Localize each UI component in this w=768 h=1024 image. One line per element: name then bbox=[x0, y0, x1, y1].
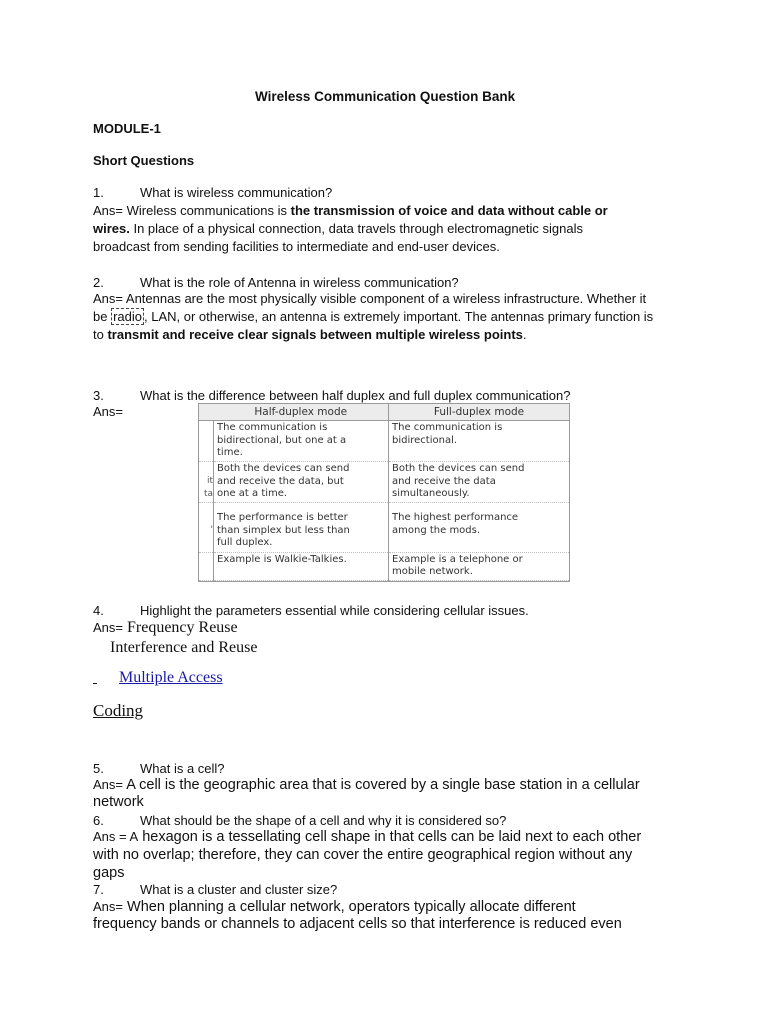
param-interference-reuse: Interference and Reuse bbox=[110, 639, 258, 656]
spacer-cell bbox=[199, 503, 214, 512]
cell-line: one at a time. bbox=[217, 488, 288, 500]
table-row bbox=[199, 511, 569, 552]
spacer-cell bbox=[214, 503, 389, 512]
question-text: What is wireless communication? bbox=[140, 185, 333, 200]
half-duplex-cell bbox=[214, 421, 389, 462]
cell-line: than simplex but less than bbox=[217, 524, 350, 536]
underline-spacer bbox=[93, 669, 119, 687]
question-7 bbox=[93, 881, 337, 899]
edge-fragment: ta bbox=[203, 488, 213, 499]
table-header-full-duplex: Full-duplex mode bbox=[389, 404, 570, 421]
cell-line: Example is a telephone or bbox=[392, 553, 523, 565]
ans-label: Ans= bbox=[93, 620, 123, 635]
cell-line: The communication is bbox=[217, 422, 328, 433]
question-text: What is a cluster and cluster size? bbox=[140, 882, 338, 897]
cell-line: and receive the data bbox=[392, 475, 496, 487]
answer-bold-text: transmit and receive clear signals between multiple wireless points bbox=[107, 327, 523, 342]
question-text: Highlight the parameters essential while considering cellular issues. bbox=[140, 603, 529, 618]
answer-bold-text: wires. bbox=[93, 221, 130, 236]
answer-text: When planning a cellular network, operators typically allocate different bbox=[123, 899, 576, 915]
half-duplex-cell bbox=[214, 462, 389, 503]
ans-label: Ans = A bbox=[93, 829, 139, 844]
answer-2-line-2 bbox=[93, 308, 653, 326]
cell-line: Both the devices can send bbox=[217, 463, 350, 475]
answer-5-line-1 bbox=[93, 776, 640, 794]
param-coding: Coding bbox=[93, 701, 144, 720]
ans-label: Ans= bbox=[93, 899, 123, 914]
answer-5-line-2: network bbox=[93, 794, 144, 810]
module-heading: MODULE-1 bbox=[93, 121, 161, 136]
multiple-access-link[interactable]: Multiple Access bbox=[119, 669, 223, 686]
table-edge-header bbox=[199, 404, 214, 421]
answer-7-line-2: frequency bands or channels to adjacent cells so that interference is reduced even bbox=[93, 916, 622, 932]
question-text: What is the difference between half duplex and full duplex communication? bbox=[140, 388, 571, 403]
question-number: 2. bbox=[93, 275, 104, 290]
answer-7-line-1 bbox=[93, 898, 576, 916]
cell-line: bidirectional. bbox=[392, 434, 458, 446]
cell-line: The highest performance bbox=[392, 512, 519, 524]
cell-line: Example is Walkie-Talkies. bbox=[217, 553, 347, 565]
section-heading: Short Questions bbox=[93, 153, 195, 168]
cell-line: bidirectional, but one at a bbox=[217, 434, 347, 446]
answer-2-line-1 bbox=[93, 290, 646, 308]
answer-text: In place of a physical connection, data travels through electromagnetic signals bbox=[129, 221, 583, 236]
table-edge-cell bbox=[199, 462, 214, 503]
question-number: 7. bbox=[93, 882, 104, 897]
ans-label: Ans= bbox=[93, 291, 123, 306]
answer-6-line-3: gaps bbox=[93, 865, 125, 881]
answer-text: A cell is the geographic area that is covered by a single base station in a cellular bbox=[123, 777, 640, 793]
table-edge-cell bbox=[199, 421, 214, 462]
cell-line: The performance is better bbox=[217, 512, 348, 524]
answer-3-label: Ans= bbox=[93, 404, 123, 419]
cell-line: The communication is bbox=[392, 422, 503, 433]
question-text: What should be the shape of a cell and why it is considered so? bbox=[140, 813, 507, 828]
table-row bbox=[199, 552, 569, 581]
cell-line: mobile network. bbox=[392, 566, 473, 577]
cell-line: Both the devices can send bbox=[392, 463, 525, 475]
question-number: 6. bbox=[93, 813, 104, 828]
question-4 bbox=[93, 602, 529, 620]
cell-line: time. bbox=[217, 447, 243, 458]
answer-1-line-2 bbox=[93, 220, 583, 238]
question-1 bbox=[93, 184, 332, 202]
edge-fragment: it bbox=[206, 476, 213, 487]
param-frequency-reuse: Frequency Reuse bbox=[127, 619, 238, 636]
answer-6-line-1 bbox=[93, 828, 641, 846]
table-row bbox=[199, 462, 569, 503]
question-text: What is the role of Antenna in wireless communication? bbox=[140, 275, 459, 290]
cell-line: and receive the data, but bbox=[217, 475, 344, 487]
answer-1-line-3: broadcast from sending facilities to intermediate and end-user devices. bbox=[93, 239, 500, 254]
cell-line: among the mods. bbox=[392, 524, 481, 536]
question-number: 3. bbox=[93, 388, 104, 403]
answer-1-line-1 bbox=[93, 202, 608, 220]
table-header-half-duplex: Half-duplex mode bbox=[214, 404, 389, 421]
answer-text: Wireless communications is bbox=[126, 203, 291, 218]
full-duplex-cell bbox=[389, 511, 570, 552]
cell-line: simultaneously. bbox=[392, 488, 470, 500]
answer-2-line-3 bbox=[93, 326, 527, 344]
table-edge-cell bbox=[199, 552, 214, 581]
question-number: 1. bbox=[93, 185, 104, 200]
answer-4-line-1 bbox=[93, 619, 238, 637]
param-multiple-access[interactable] bbox=[93, 669, 223, 687]
full-duplex-cell bbox=[389, 552, 570, 581]
answer-6-line-2: with no overlap; therefore, they can cover the entire geographical region without any bbox=[93, 847, 633, 863]
answer-text: . bbox=[522, 327, 527, 342]
half-duplex-cell bbox=[214, 511, 389, 552]
highlighted-word: radio bbox=[113, 309, 142, 324]
ans-label: Ans= bbox=[93, 203, 123, 218]
cell-line: full duplex. bbox=[217, 537, 273, 549]
answer-text: be bbox=[93, 309, 112, 324]
spacer-cell bbox=[389, 503, 570, 512]
question-number: 4. bbox=[93, 603, 104, 618]
question-number: 5. bbox=[93, 761, 104, 776]
answer-bold-text: the transmission of voice and data without cable or bbox=[290, 203, 608, 218]
table-edge-cell bbox=[199, 511, 214, 552]
full-duplex-cell bbox=[389, 421, 570, 462]
table-spacer-row bbox=[199, 503, 569, 512]
edge-fragment: ' bbox=[210, 525, 213, 536]
answer-text: , LAN, or otherwise, an antenna is extremely important. The antennas primary function is bbox=[144, 309, 654, 324]
half-duplex-cell bbox=[214, 552, 389, 581]
document-title: Wireless Communication Question Bank bbox=[255, 89, 516, 104]
answer-text: Antennas are the most physically visible component of a wireless infrastructure. Whether it bbox=[125, 291, 647, 306]
answer-text: to bbox=[93, 327, 108, 342]
full-duplex-cell bbox=[389, 462, 570, 503]
duplex-comparison-table bbox=[198, 403, 570, 582]
ans-label: Ans= bbox=[93, 777, 123, 792]
table-row bbox=[199, 421, 569, 462]
answer-text: hexagon is a tessellating cell shape in that cells can be laid next to each other bbox=[138, 829, 642, 845]
question-text: What is a cell? bbox=[140, 761, 225, 776]
